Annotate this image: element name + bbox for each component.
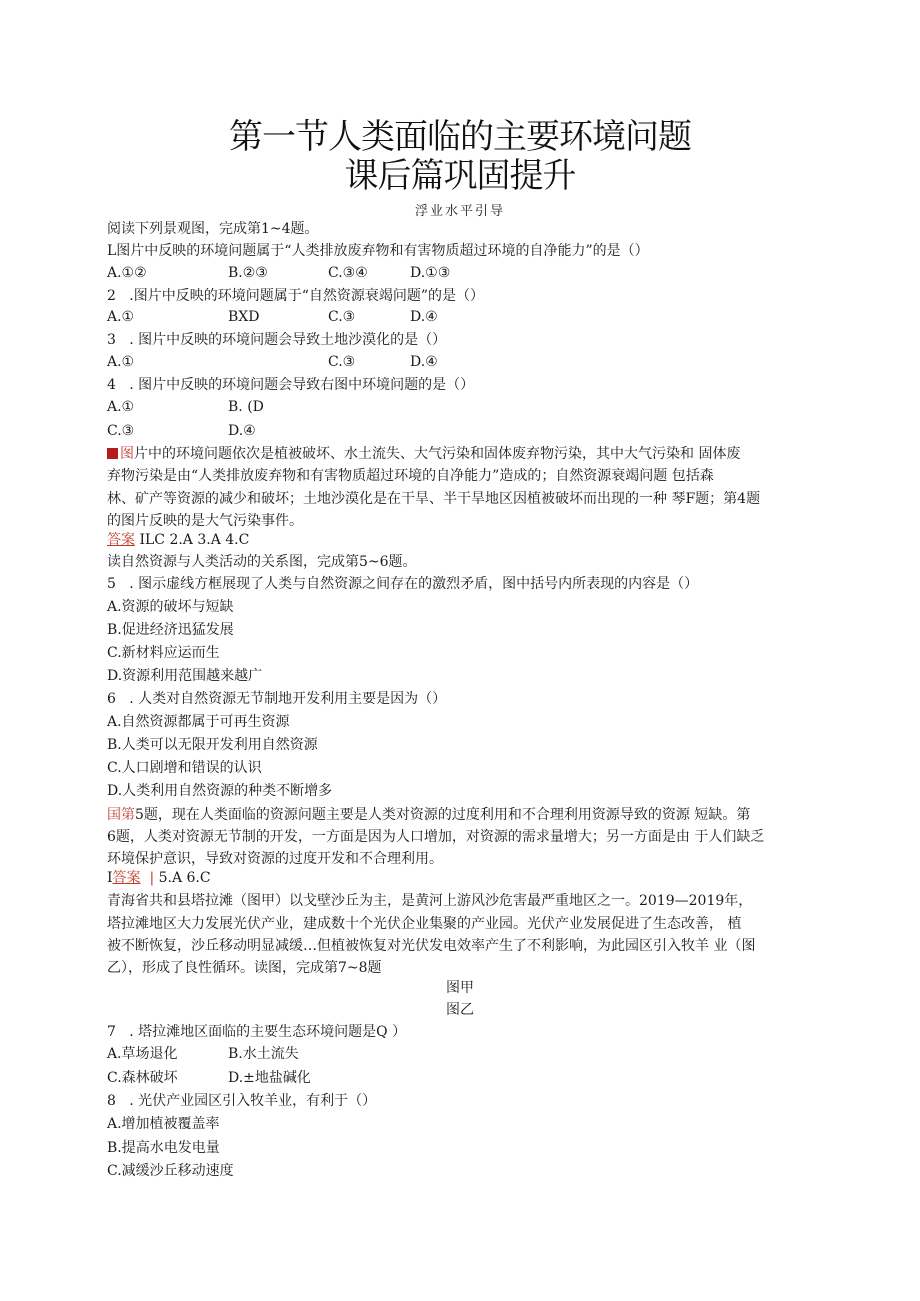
question-3-stem [107, 330, 446, 350]
question-3-number: 3 [107, 332, 116, 348]
question-4-option-c: C.③ [107, 423, 135, 439]
question-2-number: 2 [107, 288, 116, 304]
question-1-option-d: D.①③ [410, 265, 451, 281]
passage-3-line-3: 被不断恢复，沙丘移动明显减缓…但植被恢复对光伏发电效率产生了不利影响，为此园区引入牧羊 业（图 [107, 938, 756, 954]
question-4-option-b: B. (D [228, 399, 264, 415]
question-5-option-d: D.资源利用范围越来越广 [107, 668, 263, 684]
analysis-1-line-4: 的图片反映的是大气污染事件。 [107, 513, 303, 529]
question-2-option-a: A.① [107, 309, 135, 325]
question-6-option-d: D.人类利用自然资源的种类不断增多 [107, 783, 333, 799]
answer-1-label: 答案 [107, 532, 135, 548]
question-1-stem: L图片中反映的环境问题属于“人类排放废弃物和有害物质超过环境的自净能力”的是（） [107, 243, 649, 259]
answer-1-value: ILC 2.A 3.A 4.C [139, 532, 250, 548]
question-1-option-a: A.①② [107, 265, 147, 281]
section-label: 浮业水平引导 [414, 204, 505, 219]
question-7-stem [107, 1022, 406, 1042]
question-6-stem [107, 689, 446, 709]
intro-q1-4: 阅读下列景观图，完成第1~4题。 [107, 221, 319, 237]
question-5-stem [107, 574, 698, 594]
question-4-text: . 图片中反映的环境问题会导致右图中环境问题的是（） [129, 377, 475, 393]
question-7-option-d: D.±地盐碱化 [228, 1070, 311, 1086]
passage-3-line-2: 塔拉滩地区大力发展光伏产业，建成数十个光伏企业集聚的产业园。光伏产业发展促进了生态改善， 植 [107, 916, 742, 932]
question-7-number: 7 [107, 1024, 116, 1040]
question-5-number: 5 [107, 576, 116, 592]
question-2-option-c: C.③ [328, 309, 356, 325]
passage-3-line-1: 青海省共和县塔拉滩（图甲）以戈壁沙丘为主，是黄河上游风沙危害最严重地区之一。2019—2019年， [107, 893, 753, 909]
page-title: 第一节人类面临的主要环境问题 [229, 117, 691, 157]
analysis-1-line-3: 林、矿产等资源的减少和破坏；土地沙漠化是在干旱、半干旱地区因植被破坏而出现的一种 琴F题；第4题 [107, 491, 761, 507]
figure-b-caption: 图乙 [446, 1002, 474, 1018]
question-3-option-c: C.③ [328, 354, 356, 370]
question-2-option-b: BXD [228, 309, 260, 325]
analysis-2-tag: 国第 [107, 807, 135, 823]
answer-1 [107, 530, 249, 550]
question-8-option-c: C.减缓沙丘移动速度 [107, 1163, 234, 1179]
passage-3-line-4: 乙），形成了良性循环。读图，完成第7~8题 [107, 960, 382, 976]
question-7-option-c: C.森林破坏 [107, 1070, 178, 1086]
intro-q5-6: 读自然资源与人类活动的关系图，完成第5~6题。 [107, 554, 417, 570]
question-2-text: .图片中反映的环境问题属于“自然资源衰竭问题”的是（） [129, 288, 485, 304]
question-7-option-b: B.水土流失 [228, 1046, 299, 1062]
question-8-option-a: A.增加植被覆盖率 [107, 1116, 220, 1132]
question-5-option-a: A.资源的破坏与短缺 [107, 599, 234, 615]
question-1-option-c: C.③④ [328, 265, 368, 281]
question-5-option-c: C.新材料应运而生 [107, 645, 220, 661]
question-7-text: . 塔拉滩地区面临的主要生态环境问题是Q ） [129, 1024, 407, 1040]
figure-a-caption: 图甲 [446, 980, 474, 996]
answer-2-separator: | [149, 870, 155, 886]
question-3-option-d: D.④ [410, 354, 438, 370]
question-8-option-b: B.提高水电发电量 [107, 1140, 220, 1156]
question-4-number: 4 [107, 377, 116, 393]
answer-2-value: 5.A 6.C [158, 870, 211, 886]
analysis-1-text-1: 片中的环境问题依次是植被破坏、水土流失、大气污染和固体废弃物污染，其中大气污染和 固体废 [134, 446, 741, 462]
question-7-option-a: A.草场退化 [107, 1046, 178, 1062]
question-8-number: 8 [107, 1093, 116, 1109]
analysis-2-line-1 [107, 805, 750, 825]
answer-2 [107, 868, 211, 888]
answer-2-prefix: I [107, 870, 113, 886]
analysis-2-line-3: 环境保护意识，导致对资源的过度开发和不合理利用。 [107, 851, 443, 867]
question-8-stem [107, 1091, 376, 1111]
question-6-option-a: A.自然资源都属于可再生资源 [107, 714, 290, 730]
question-6-number: 6 [107, 691, 116, 707]
analysis-2-text-1: 5题，现在人类面临的资源问题主要是人类对资源的过度利用和不合理利用资源导致的资源 短缺。第 [135, 807, 751, 823]
question-3-text: . 图片中反映的环境问题会导致土地沙漠化的是（） [129, 332, 447, 348]
question-4-option-a: A.① [107, 399, 135, 415]
analysis-marker-icon [107, 448, 118, 459]
question-2-stem [107, 286, 484, 306]
question-1-option-b: B.②③ [228, 265, 268, 281]
question-6-option-c: C.人口剧增和错误的认识 [107, 760, 262, 776]
analysis-1-tag: 图 [120, 446, 134, 462]
question-5-text: . 图示虚线方框展现了人类与自然资源之间存在的激烈矛盾，图中括号内所表现的内容是（） [129, 576, 699, 592]
page-subtitle: 课后篇巩固提升 [344, 156, 576, 196]
question-6-option-b: B.人类可以无限开发利用自然资源 [107, 737, 318, 753]
question-6-text: . 人类对自然资源无节制地开发利用主要是因为（） [129, 691, 447, 707]
question-4-stem [107, 375, 474, 395]
question-8-text: . 光伏产业园区引入牧羊业，有利于（） [129, 1093, 377, 1109]
analysis-1-line-1 [107, 444, 740, 464]
answer-2-label: 答案 [112, 870, 141, 886]
analysis-2-line-2: 6题，人类对资源无节制的开发，一方面是因为人口增加，对资源的需求量增大；另一方面是由 于人们缺乏 [107, 829, 765, 845]
analysis-1-line-2: 弃物污染是由“人类排放废弃物和有害物质超过环境的自净能力”造成的；自然资源衰竭问题 包括森 [107, 468, 714, 484]
question-2-option-d: D.④ [410, 309, 438, 325]
question-5-option-b: B.促进经济迅猛发展 [107, 622, 234, 638]
question-4-option-d: D.④ [228, 423, 256, 439]
question-3-option-a: A.① [107, 354, 135, 370]
